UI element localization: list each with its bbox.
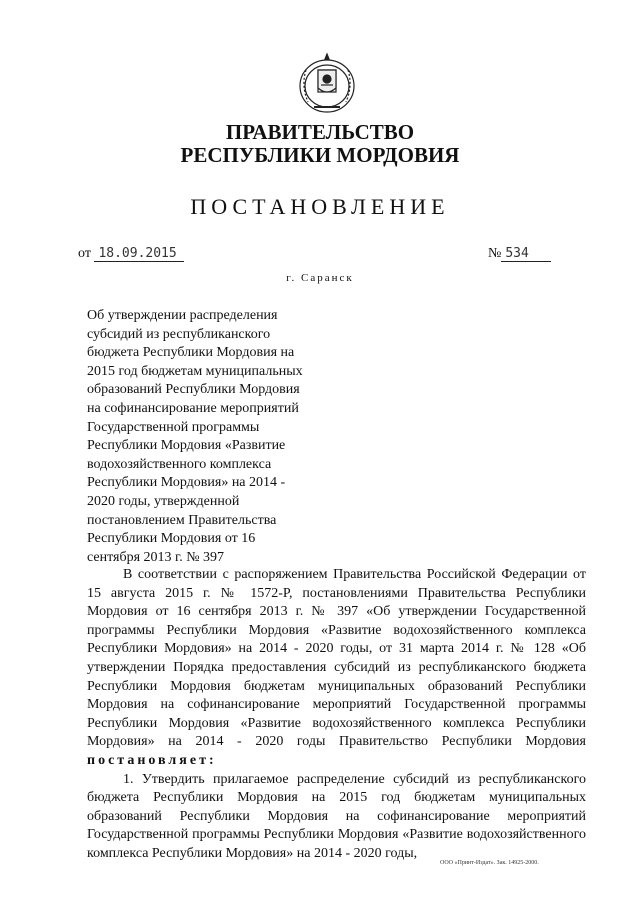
document-subject — [87, 307, 323, 567]
body-paragraph — [87, 566, 586, 771]
document-body — [87, 566, 586, 864]
document-date — [78, 246, 184, 262]
number-prefix: № — [488, 246, 502, 261]
printer-footer: ООО «Принт-Издат». Зак. 14925-2000. — [440, 860, 539, 866]
date-prefix: от — [78, 246, 91, 261]
subject-line: постановлением Правительства — [87, 512, 277, 528]
subject-line: водохозяйственного комплекса — [87, 456, 272, 472]
subject-line: 2020 годы, утвержденной — [87, 493, 240, 509]
date-value: 18.09.2015 — [94, 246, 184, 262]
subject-line: сентября 2013 г. № 397 — [87, 549, 225, 565]
document-number — [488, 246, 551, 262]
subject-line: субсидий из республиканского — [87, 326, 271, 342]
number-value: 534 — [501, 246, 551, 262]
organization-name-line1: ПРАВИТЕЛЬСТВО — [225, 120, 415, 144]
coat-of-arms-icon — [296, 50, 358, 116]
subject-line: образований Республики Мордовия — [87, 382, 300, 398]
subject-line: Государственной программы — [87, 419, 260, 435]
city: г. Саранск — [286, 272, 354, 284]
document-type: ПОСТАНОВЛЕНИЕ — [190, 194, 450, 219]
body-paragraph: 1. Утвердить прилагаемое распределение субсидий из республиканского бюджета Республики Мордовия на 2015 год бюджетам муниципальных образований Республики Мордовия на софинансирование мероприятий Государственной программы Республики Мордовия «Развитие водохозяйственного комплекса Республики Мордовия» на 2014 - 2020 годы, — [87, 771, 586, 861]
preamble-text: В соответствии с распоряжением Правительства Российской Федерации от 15 августа 2015 г. № 1572-Р, постановлениями Правительства Республики Мордовия от 16 сентября 2013 г. № 397 «Об утверждении Государственной программы Республики Мордовия «Развитие водохозяйственного комплекса Республики Мордовия» на 2014 - 2020 годы, от 31 марта 2014 г. № 128 «Об утверждении Порядка предоставления субсидий из республиканского бюджета Республики Мордовия бюджетам муниципальных образований Республики Мордовия на софинансирование мероприятий Государственной программы Республики Мордовия «Развитие водохозяйственного комплекса Республики Мордовия» на 2014 - 2020 годы Правительство Республики Мордовия — [87, 567, 586, 750]
organization-name-line2: РЕСПУБЛИКИ МОРДОВИЯ — [180, 143, 460, 167]
subject-line: на софинансирование мероприятий — [87, 400, 299, 416]
subject-line: 2015 год бюджетам муниципальных — [87, 363, 303, 379]
subject-line: Республики Мордовия «Развитие — [87, 438, 286, 454]
subject-line: бюджета Республики Мордовия на — [87, 345, 295, 361]
subject-line: Республики Мордовия от 16 — [87, 531, 256, 547]
subject-line: Об утверждении распределения — [87, 308, 278, 323]
subject-line: Республики Мордовия» на 2014 - — [87, 475, 286, 491]
decree-word: постановляет: — [87, 752, 217, 768]
